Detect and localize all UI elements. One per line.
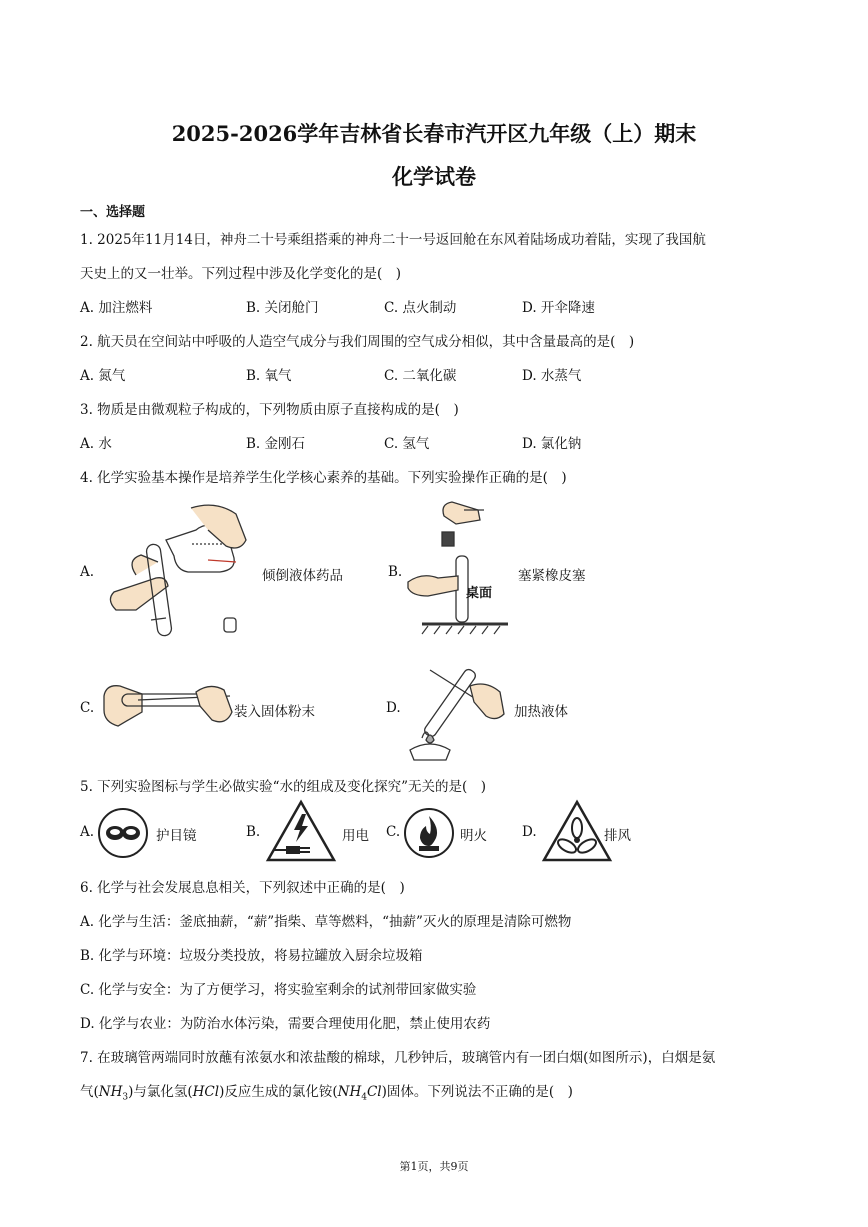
q4-option-d-caption: 加热液体 [514,704,568,720]
q2-option-b: B. 氧气 [246,368,292,384]
q1-stem-line2: 天史上的又一壮举。下列过程中涉及化学变化的是( ) [80,266,402,282]
q2-option-d: D. 水蒸气 [522,368,582,384]
section-heading: 一、选择题 [80,205,146,220]
solid-powder-illustration [98,666,234,742]
q6-option-d: D. 化学与农业：为防治水体污染，需要合理使用化肥，禁止使用农药 [80,1016,491,1032]
page-number: 第1页，共9页 [399,1160,469,1173]
q4-option-a-letter: A. [80,564,95,580]
flame-icon [402,806,456,860]
q4-stem: 4. 化学实验基本操作是培养学生化学核心素养的基础。下列实验操作正确的是( ) [80,470,567,486]
q2-option-c: C. 二氧化碳 [384,368,457,384]
q4-option-d-letter: D. [386,700,401,716]
page-title: 2025-2026学年吉林省长春市汽开区九年级（上）期末 [171,121,697,146]
q5-option-c-letter: C. [386,824,401,840]
q4-option-c-caption: 装入固体粉末 [234,704,315,720]
goggles-icon [96,806,150,860]
q4-option-c-letter: C. [80,700,95,716]
q1-option-d: D. 开伞降速 [522,300,595,316]
pour-liquid-illustration [96,500,256,640]
q7-stem-line2: 气$(NH_3)$与氯化氢(HCl)反应生成的氯化铵$(NH_4Cl)$固体。下列说法不正确的是( ) [80,1084,573,1103]
q5-stem: 5. 下列实验图标与学生必做实验“水的组成及变化探究”无关的是( ) [80,779,487,795]
q1-option-c: C. 点火制动 [384,300,457,316]
q4-option-b-caption: 塞紧橡皮塞 [518,568,586,584]
fan-icon [540,798,614,864]
q1-option-b: B. 关闭舱门 [246,300,319,316]
q5-option-c-caption: 明火 [460,828,487,844]
page-subtitle: 化学试卷 [392,164,476,189]
table-surface-label: 桌面 [466,586,493,601]
q5-option-b-letter: B. [246,824,261,840]
q5-option-b-caption: 用电 [342,828,369,844]
heat-liquid-illustration [400,656,512,764]
q1-stem-line1: 1. 2025年11月14日，神舟二十号乘组搭乘的神舟二十一号返回舱在东风着陆场成功着陆，实现了我国航 [80,232,706,248]
q2-stem: 2. 航天员在空间站中呼吸的人造空气成分与我们周围的空气成分相似，其中含量最高的是( ) [80,334,635,350]
q3-option-a: A. 水 [80,436,112,452]
q4-option-a-caption: 倾倒液体药品 [262,568,343,584]
q6-option-c: C. 化学与安全：为了方便学习，将实验室剩余的试剂带回家做实验 [80,982,477,998]
q5-option-d-letter: D. [522,824,537,840]
q3-option-c: C. 氢气 [384,436,430,452]
q5-option-a-caption: 护目镜 [156,828,197,844]
q4-option-b-letter: B. [388,564,403,580]
q6-option-b: B. 化学与环境：垃圾分类投放，将易拉罐放入厨余垃圾箱 [80,948,423,964]
q2-option-a: A. 氮气 [80,368,126,384]
q5-option-d-caption: 排风 [604,828,631,844]
q6-option-a: A. 化学与生活：釜底抽薪，“薪”指柴、草等燃料，“抽薪”灭火的原理是清除可燃物 [80,914,572,930]
q6-stem: 6. 化学与社会发展息息相关，下列叙述中正确的是( ) [80,880,405,896]
q3-option-b: B. 金刚石 [246,436,306,452]
electricity-icon [264,798,338,864]
q5-option-a-letter: A. [80,824,95,840]
q7-stem-line1: 7. 在玻璃管两端同时放蘸有浓氨水和浓盐酸的棉球，几秒钟后，玻璃管内有一团白烟(如图所示)，白烟是氨 [80,1050,716,1066]
stopper-illustration [404,496,516,638]
q1-option-a: A. 加注燃料 [80,300,153,316]
q3-option-d: D. 氯化钠 [522,436,582,452]
q3-stem: 3. 物质是由微观粒子构成的，下列物质由原子直接构成的是( ) [80,402,459,418]
